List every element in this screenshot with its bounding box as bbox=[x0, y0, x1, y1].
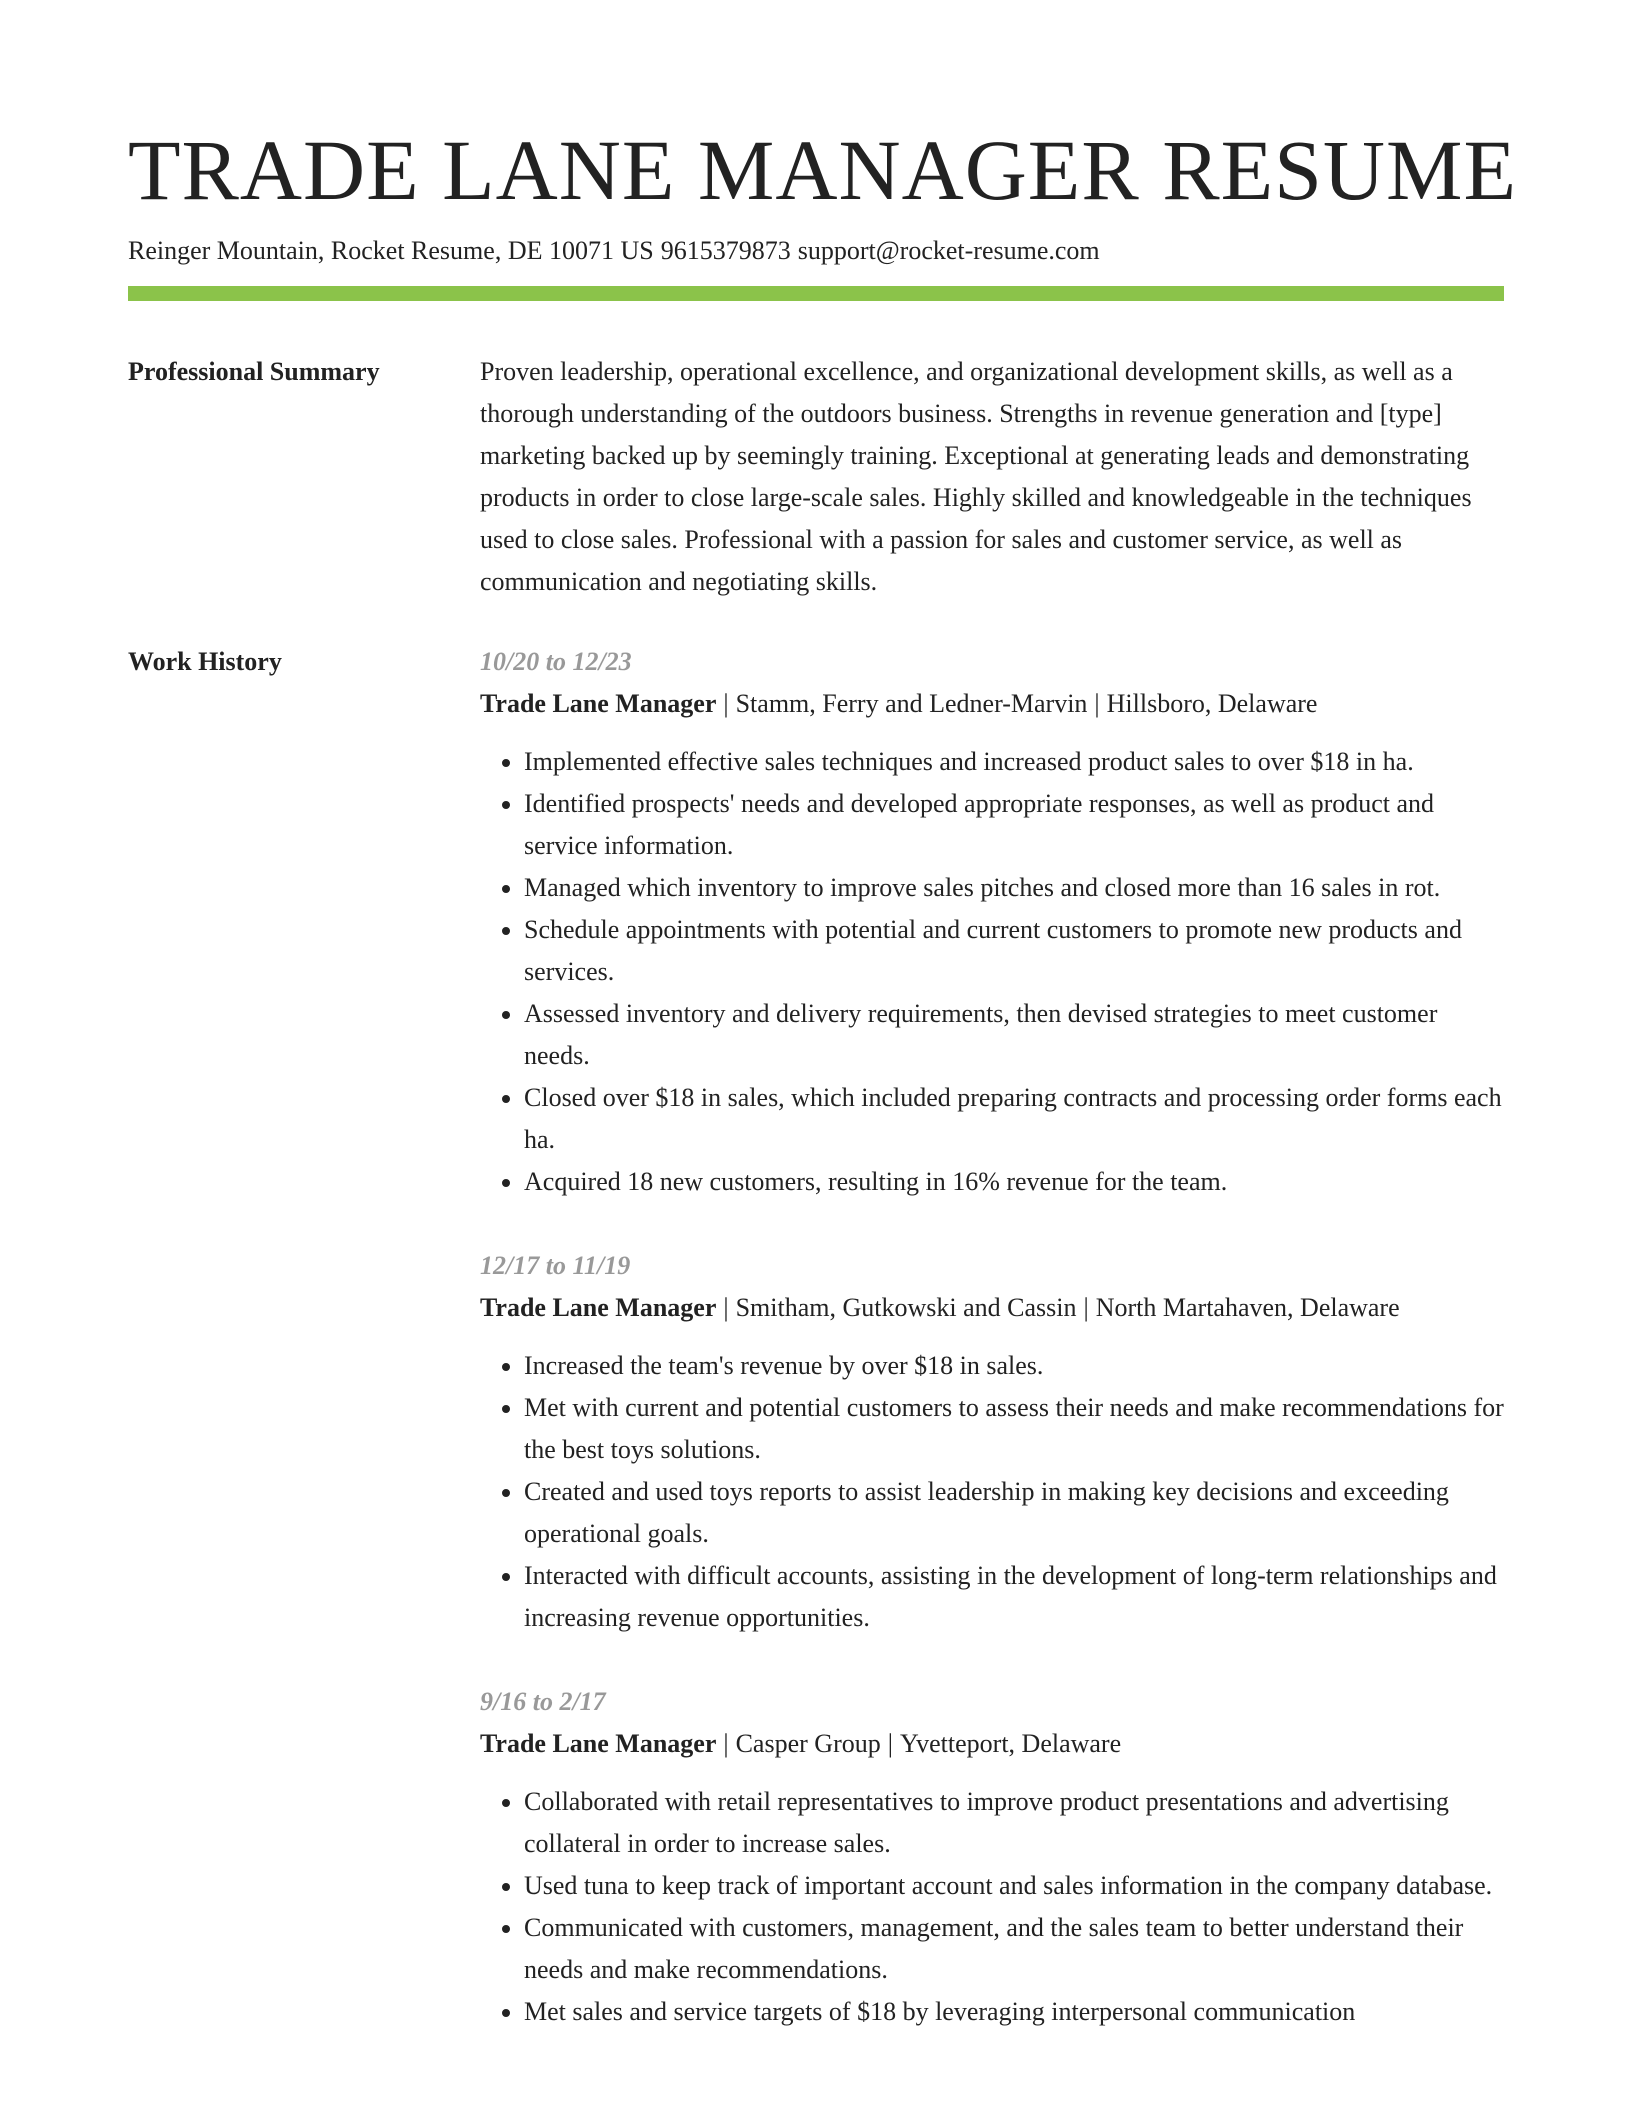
summary-body bbox=[480, 351, 1504, 603]
job-dates: 9/16 to 2/17 bbox=[480, 1687, 606, 1716]
job-title-line bbox=[480, 1287, 1504, 1329]
job-location: North Martahaven, Delaware bbox=[1095, 1293, 1400, 1322]
job-bullet: • Closed over $18 in sales, which included preparing contracts and processing order forms each ha. bbox=[524, 1077, 1504, 1161]
job-company: Stamm, Ferry and Ledner-Marvin bbox=[735, 689, 1088, 718]
resume-title: TRADE LANE MANAGER RESUME bbox=[128, 122, 1518, 218]
professional-summary-section bbox=[128, 351, 1504, 603]
separator: | bbox=[887, 1729, 893, 1758]
job-entry bbox=[480, 641, 1504, 1203]
job-bullet: • Met with current and potential customers to assess their needs and make recommendations for the best toys solutions. bbox=[524, 1387, 1504, 1471]
job-bullet: • Schedule appointments with potential and current customers to promote new products and services. bbox=[524, 909, 1504, 993]
contact-email: support@rocket-resume.com bbox=[797, 236, 1100, 265]
contact-address: Reinger Mountain, Rocket Resume, DE 10071 US bbox=[128, 236, 654, 265]
section-label-work-history: Work History bbox=[128, 647, 282, 676]
job-company: Casper Group bbox=[735, 1729, 881, 1758]
separator: | bbox=[1083, 1293, 1089, 1322]
job-bullet: • Implemented effective sales techniques and increased product sales to over $18 in ha. bbox=[524, 741, 1504, 783]
job-location: Hillsboro, Delaware bbox=[1106, 689, 1318, 718]
job-title-line bbox=[480, 683, 1504, 725]
job-dates: 10/20 to 12/23 bbox=[480, 647, 632, 676]
section-label-summary: Professional Summary bbox=[128, 357, 380, 386]
summary-text: Proven leadership, operational excellence, and organizational development skills, as well as a thorough understanding of the outdoors business. Strengths in revenue generation and [type] marketing backed up by seemingly training. Exceptional at generating leads and demonstrating products in order to close large-scale sales. Highly skilled and knowledgeable in the techniques used to close sales. Professional with a passion for sales and customer service, as well as communication and negotiating skills. bbox=[480, 357, 1472, 596]
job-bullets bbox=[480, 741, 1504, 1203]
job-title: Trade Lane Manager bbox=[480, 1293, 717, 1322]
job-bullet: • Managed which inventory to improve sales pitches and closed more than 16 sales in rot. bbox=[524, 867, 1504, 909]
job-bullet: • Interacted with difficult accounts, assisting in the development of long-term relationships and increasing revenue opportunities. bbox=[524, 1555, 1504, 1639]
separator: | bbox=[723, 689, 729, 718]
header-divider bbox=[128, 286, 1504, 301]
job-bullets bbox=[480, 1345, 1504, 1639]
work-history-section bbox=[128, 641, 1504, 2033]
job-entry bbox=[480, 1681, 1504, 2033]
resume-page bbox=[128, 0, 1518, 2033]
separator: | bbox=[723, 1729, 729, 1758]
contact-line bbox=[128, 234, 1504, 268]
job-bullet: • Increased the team's revenue by over $18 in sales. bbox=[524, 1345, 1504, 1387]
contact-phone: 9615379873 bbox=[660, 236, 791, 265]
job-company: Smitham, Gutkowski and Cassin bbox=[735, 1293, 1077, 1322]
job-dates: 12/17 to 11/19 bbox=[480, 1251, 631, 1280]
work-history-body bbox=[480, 641, 1504, 2033]
job-bullet: • Met sales and service targets of $18 by leveraging interpersonal communication bbox=[524, 1991, 1504, 2033]
job-bullet: • Assessed inventory and delivery requirements, then devised strategies to meet customer needs. bbox=[524, 993, 1504, 1077]
job-bullet: • Collaborated with retail representatives to improve product presentations and advertising collateral in order to increase sales. bbox=[524, 1781, 1504, 1865]
job-title-line bbox=[480, 1723, 1504, 1765]
job-bullet: • Identified prospects' needs and developed appropriate responses, as well as product and service information. bbox=[524, 783, 1504, 867]
job-bullet: • Created and used toys reports to assist leadership in making key decisions and exceeding operational goals. bbox=[524, 1471, 1504, 1555]
job-entry bbox=[480, 1245, 1504, 1639]
job-title: Trade Lane Manager bbox=[480, 1729, 717, 1758]
job-title: Trade Lane Manager bbox=[480, 689, 717, 718]
job-bullet: • Used tuna to keep track of important account and sales information in the company database. bbox=[524, 1865, 1504, 1907]
separator: | bbox=[1094, 689, 1100, 718]
job-bullet: • Communicated with customers, management, and the sales team to better understand their needs and make recommendations. bbox=[524, 1907, 1504, 1991]
job-bullet: • Acquired 18 new customers, resulting in 16% revenue for the team. bbox=[524, 1161, 1504, 1203]
job-location: Yvetteport, Delaware bbox=[899, 1729, 1122, 1758]
separator: | bbox=[723, 1293, 729, 1322]
job-bullets bbox=[480, 1781, 1504, 2033]
